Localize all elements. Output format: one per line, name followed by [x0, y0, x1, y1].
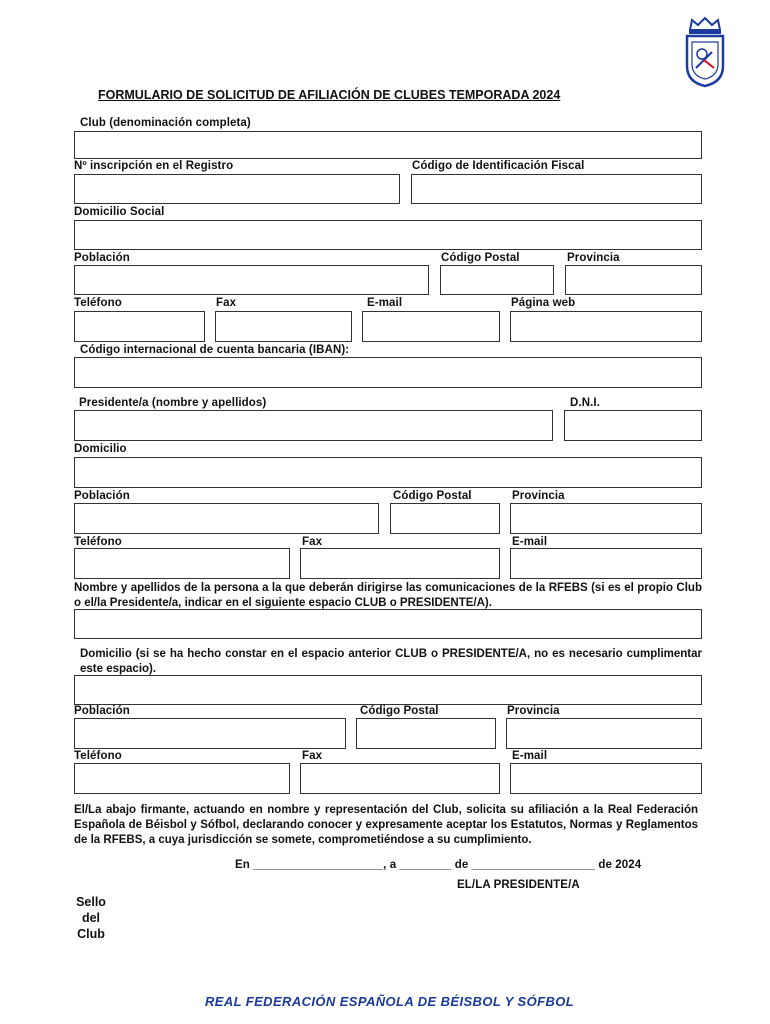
iban-field[interactable] [74, 357, 702, 388]
seal-line-3: Club [77, 927, 105, 941]
club-phone-label: Teléfono [74, 297, 122, 309]
dni-label: D.N.I. [570, 397, 600, 409]
contact-town-label: Población [74, 705, 130, 717]
contact-name-label: Nombre y apellidos de la persona a la que deberán dirigirse las comunicaciones de la RFEBS (si es el propio Club o el/la Presidente/a, indicar en el siguiente espacio CLUB o PRESIDENTE/A). [74, 582, 702, 609]
contact-fax-label: Fax [302, 750, 323, 762]
club-name-field[interactable] [74, 131, 702, 159]
president-name-field[interactable] [74, 410, 553, 441]
signer-title: EL/LA PRESIDENTE/A [457, 879, 580, 891]
club-postal-field[interactable] [440, 265, 554, 295]
president-fax-label: Fax [302, 536, 323, 548]
club-province-field[interactable] [565, 265, 702, 295]
contact-address-label: Domicilio (si se ha hecho constar en el espacio anterior CLUB o PRESIDENTE/A, no es necesario cumplimentar este espacio). [80, 648, 702, 675]
president-name-label: Presidente/a (nombre y apellidos) [79, 397, 267, 409]
president-email-field[interactable] [510, 548, 702, 579]
contact-town-field[interactable] [74, 718, 346, 749]
registry-number-field[interactable] [74, 174, 400, 204]
club-web-field[interactable] [510, 311, 702, 342]
president-phone-field[interactable] [74, 548, 290, 579]
president-address-label: Domicilio [74, 443, 127, 455]
club-email-label: E-mail [367, 297, 403, 309]
seal-line-2: del [81, 911, 101, 925]
club-address-label: Domicilio Social [74, 206, 165, 218]
contact-province-field[interactable] [506, 718, 702, 749]
contact-postal-label: Código Postal [360, 705, 439, 717]
club-address-field[interactable] [74, 220, 702, 250]
club-seal-area [74, 894, 108, 942]
president-town-field[interactable] [74, 503, 379, 534]
contact-email-field[interactable] [510, 763, 702, 794]
contact-postal-field[interactable] [356, 718, 496, 749]
president-province-label: Provincia [512, 490, 565, 502]
president-fax-field[interactable] [300, 548, 500, 579]
registry-number-label: Nº inscripción en el Registro [74, 160, 234, 172]
club-name-label: Club (denominación completa) [80, 117, 251, 129]
president-postal-label: Código Postal [393, 490, 472, 502]
contact-fax-field[interactable] [300, 763, 500, 794]
cif-label: Código de Identificación Fiscal [412, 160, 585, 172]
contact-address-field[interactable] [74, 675, 702, 705]
club-town-label: Población [74, 252, 130, 264]
president-email-label: E-mail [512, 536, 548, 548]
president-province-field[interactable] [510, 503, 702, 534]
club-email-field[interactable] [362, 311, 500, 342]
club-town-field[interactable] [74, 265, 429, 295]
contact-phone-label: Teléfono [74, 750, 122, 762]
contact-name-field[interactable] [74, 609, 702, 639]
club-fax-label: Fax [216, 297, 237, 309]
club-web-label: Página web [511, 297, 576, 309]
dni-field[interactable] [564, 410, 702, 441]
president-phone-label: Teléfono [74, 536, 122, 548]
contact-phone-field[interactable] [74, 763, 290, 794]
federation-logo [682, 16, 728, 88]
cif-field[interactable] [411, 174, 702, 204]
president-town-label: Población [74, 490, 130, 502]
declaration-text: El/La abajo firmante, actuando en nombre y representación del Club, solicita su afiliación a la Real Federación Española de Béisbol y Sófbol, declarando conocer y expresamente aceptar los Estatutos, Normas y Reglamentos de la RFEBS, a cuya jurisdicción se somete, comprometiéndose a su cumplimiento. [74, 804, 698, 846]
seal-line-1: Sello [76, 895, 106, 909]
form-title: FORMULARIO DE SOLICITUD DE AFILIACIÓN DE CLUBES TEMPORADA 2024 [98, 88, 561, 102]
place-date-line: En ____________________, a ________ de ___________________ de 2024 [235, 859, 642, 871]
contact-province-label: Provincia [507, 705, 560, 717]
club-postal-label: Código Postal [441, 252, 520, 264]
president-address-field[interactable] [74, 457, 702, 488]
iban-label: Código internacional de cuenta bancaria (IBAN): [80, 344, 350, 356]
contact-email-label: E-mail [512, 750, 548, 762]
club-province-label: Provincia [567, 252, 620, 264]
federation-footer: REAL FEDERACIÓN ESPAÑOLA DE BÉISBOL Y SÓFBOL [205, 994, 575, 1009]
club-fax-field[interactable] [215, 311, 352, 342]
club-phone-field[interactable] [74, 311, 205, 342]
crown-shield-icon [682, 16, 728, 88]
president-postal-field[interactable] [390, 503, 500, 534]
